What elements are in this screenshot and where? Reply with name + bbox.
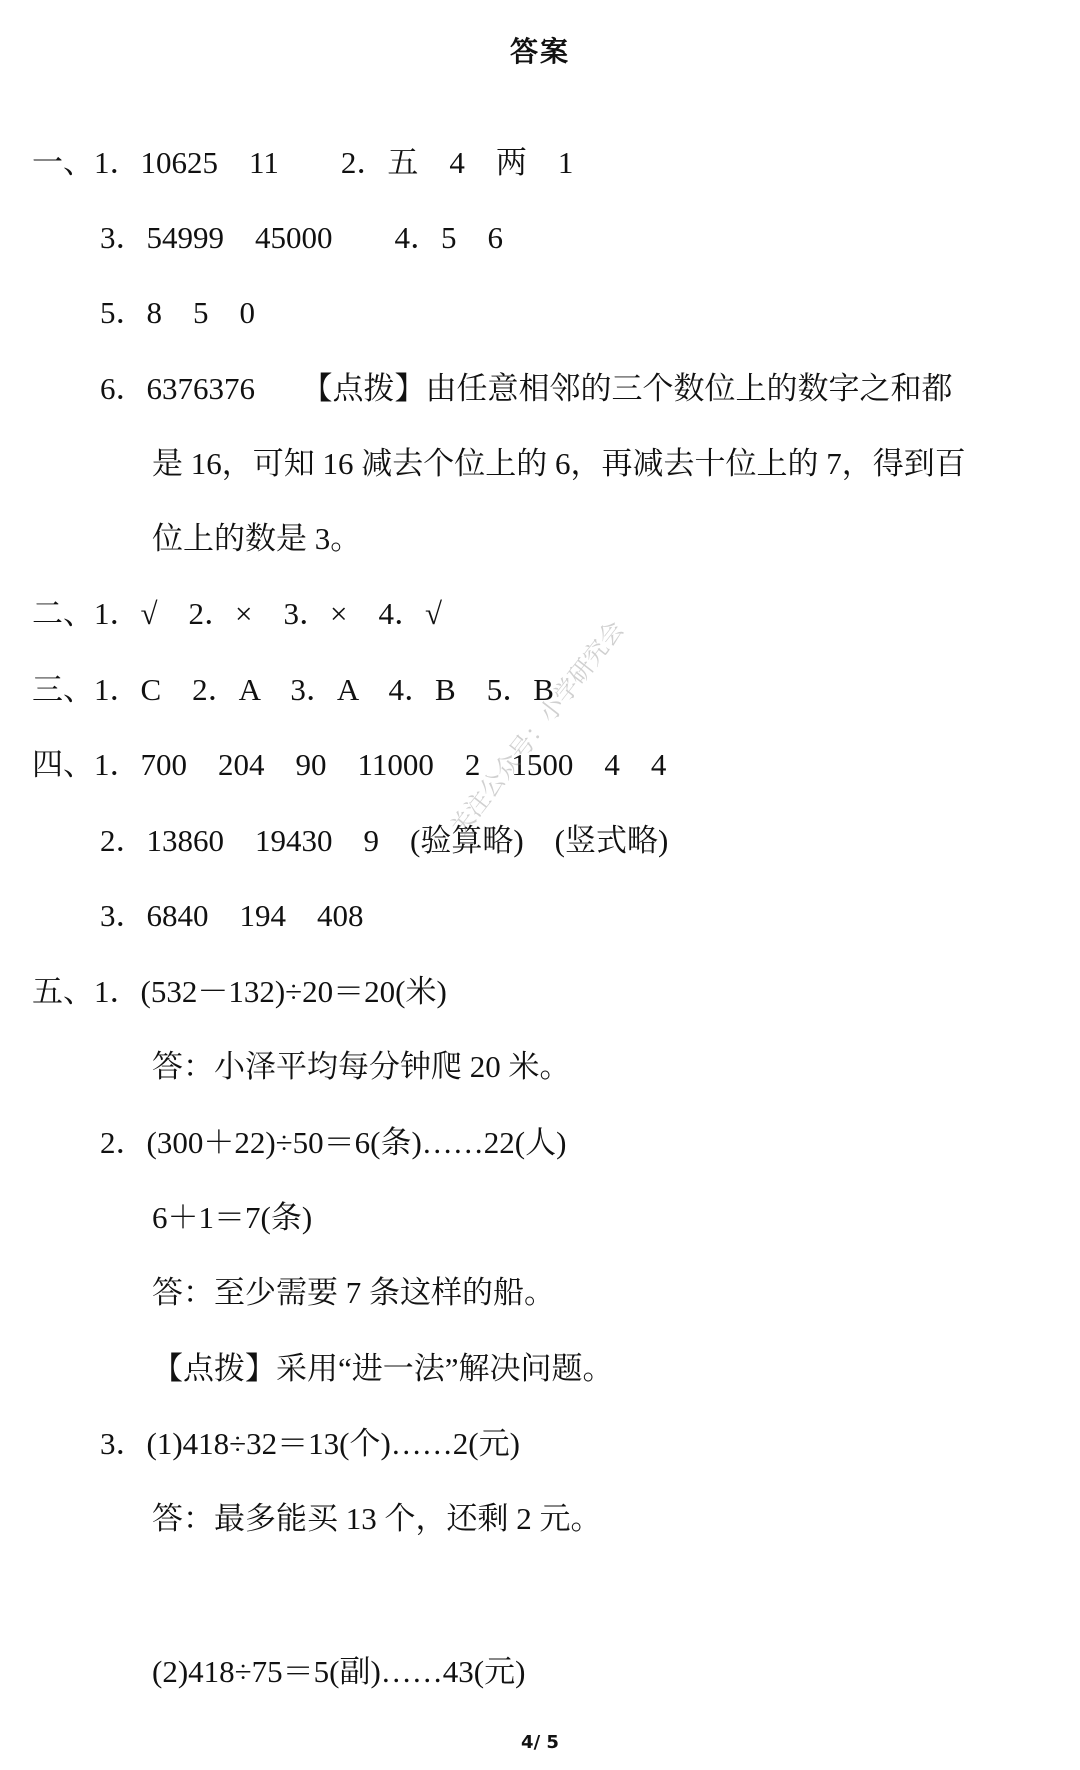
answer-line-18: 3．(1)418÷32＝13(个)……2(元) (100, 1426, 520, 1461)
answer-line-6: 位上的数是 3。 (152, 521, 362, 556)
answer-line-11: 3．6840 194 408 (100, 898, 364, 933)
answer-line-16: 答：至少需要 7 条这样的船。 (152, 1275, 555, 1310)
answer-line-2: 3．54999 45000 4．5 6 (100, 220, 503, 255)
answer-line-7: 二、1．√ 2．× 3．× 4．√ (32, 596, 442, 631)
answer-line-1: 一、1．10625 11 2．五 4 两 1 (32, 145, 574, 180)
page-title: 答案 (509, 35, 570, 68)
answer-line-5: 是 16，可知 16 减去个位上的 6，再减去十位上的 7，得到百 (152, 446, 966, 481)
answer-line-9: 四、1．700 204 90 11000 2 1500 4 4 (32, 747, 667, 782)
answer-line-15: 6＋1＝7(条) (152, 1200, 313, 1235)
answer-line-14: 2．(300＋22)÷50＝6(条)……22(人) (100, 1125, 567, 1160)
answer-line-3: 5．8 5 0 (100, 295, 255, 330)
answer-line-20: (2)418÷75＝5(副)……43(元) (152, 1654, 526, 1689)
answer-line-12: 五、1．(532－132)÷20＝20(米) (32, 974, 447, 1009)
watermark: 关注公众号：小学研究会 (444, 615, 630, 841)
answer-line-4: 6．6376376 【点拨】由任意相邻的三个数位上的数字之和都 (100, 371, 953, 406)
answer-line-10: 2．13860 19430 9 (验算略) (竖式略) (100, 823, 669, 858)
answer-line-13: 答：小泽平均每分钟爬 20 米。 (152, 1049, 571, 1084)
answer-line-17: 【点拨】采用“进一法”解决问题。 (152, 1351, 614, 1386)
page-number: 4/ 5 (521, 1732, 559, 1753)
answer-line-19: 答：最多能买 13 个，还剩 2 元。 (152, 1501, 602, 1536)
answer-line-8: 三、1．C 2．A 3．A 4．B 5．B (32, 672, 554, 707)
